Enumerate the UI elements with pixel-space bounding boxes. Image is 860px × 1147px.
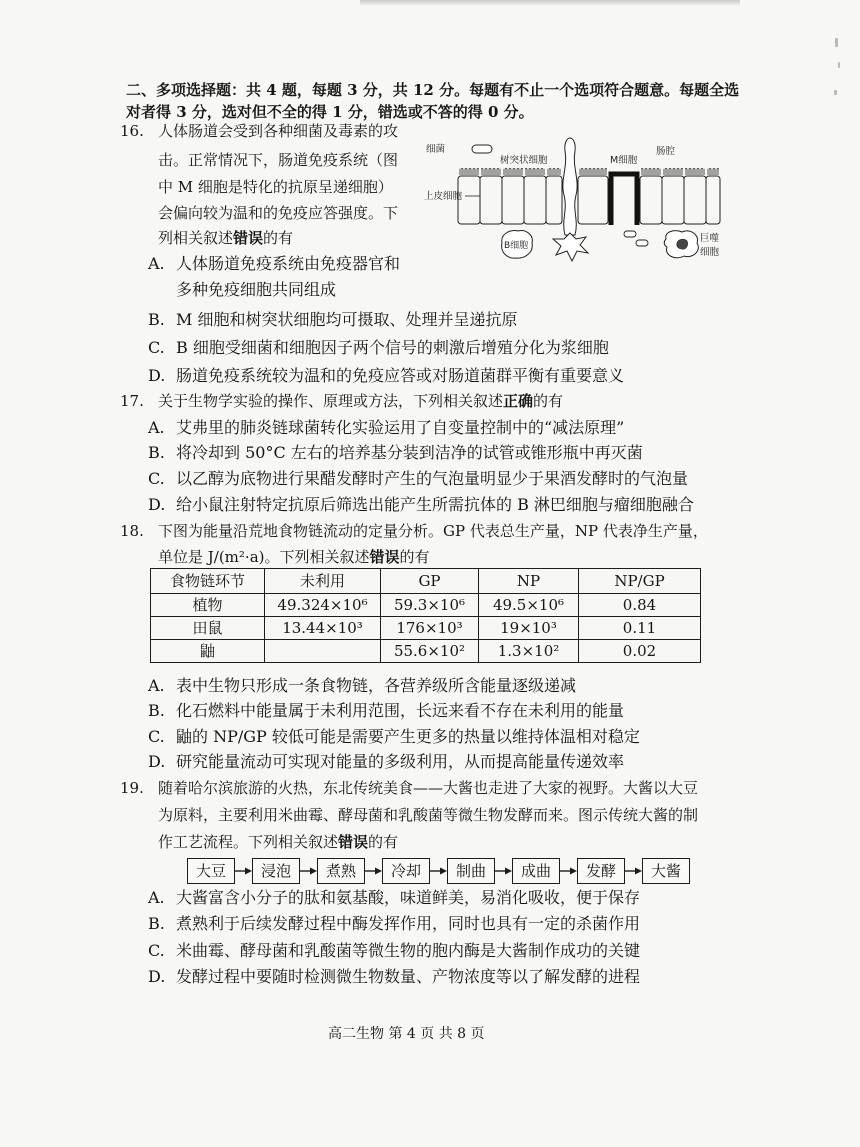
stem-text: 的有 <box>399 548 430 566</box>
q18-option-d <box>148 752 624 772</box>
q16-stem-line-2: 击。正常情况下，肠道免疫系统（图 <box>158 151 399 169</box>
option-letter: B. <box>148 701 165 720</box>
stem-emphasis: 错误 <box>338 833 369 851</box>
flow-arrow-icon <box>560 866 577 876</box>
table-row <box>151 594 701 617</box>
q19-option-b <box>148 914 640 934</box>
flow-step: 大豆 <box>187 858 235 884</box>
stem-text: 列相关叙述 <box>158 229 234 247</box>
option-text: 鼬的 NP/GP 较低可能是需要产生更多的热量以维持体温相对稳定 <box>176 727 640 746</box>
q18-stem-line-2 <box>158 547 430 567</box>
m-cell-label: M细胞 <box>610 155 638 166</box>
table-cell: 55.6×10² <box>381 640 479 663</box>
flow-arrow-icon <box>625 866 642 876</box>
epithelial-cell <box>524 176 546 224</box>
q18-number: 18. <box>120 522 144 540</box>
flow-step: 大酱 <box>642 858 690 884</box>
option-letter: A. <box>148 254 165 273</box>
energy-flow-table <box>150 568 701 663</box>
macrophage-label-line-1: 巨噬 <box>700 233 720 244</box>
epithelial-cell <box>578 176 608 224</box>
table-cell: 0.11 <box>579 617 701 640</box>
macrophage-nucleus <box>677 239 688 249</box>
microvilli <box>459 168 719 176</box>
bacterium-icon <box>636 240 648 246</box>
q16-option-b <box>148 310 517 330</box>
flow-step: 煮熟 <box>317 858 365 884</box>
option-letter: C. <box>148 338 165 357</box>
q17-number: 17. <box>120 392 144 410</box>
option-letter: B. <box>148 443 165 462</box>
table-cell: 鼬 <box>151 640 265 663</box>
q19-number: 19. <box>120 779 144 797</box>
q19-stem-line-2: 为原料，主要利用米曲霉、酵母菌和乳酸菌等微生物发酵而来。图示传统大酱的制 <box>158 806 699 824</box>
option-letter: D. <box>148 967 166 986</box>
epithelial-cell <box>640 176 662 224</box>
flow-step: 发酵 <box>577 858 625 884</box>
q16-number: 16. <box>120 122 144 140</box>
soybean-paste-process-flow <box>187 858 690 884</box>
table-cell <box>265 640 381 663</box>
option-letter: D. <box>148 752 166 771</box>
epithelial-cell <box>546 176 562 224</box>
q17-stem <box>158 391 563 411</box>
table-cell: 176×10³ <box>381 617 479 640</box>
option-letter: B. <box>148 310 165 329</box>
table-cell: 49.5×10⁶ <box>479 594 579 617</box>
epithelial-cell <box>684 176 706 224</box>
option-letter: A. <box>148 418 165 437</box>
scan-speck <box>834 90 837 95</box>
microvilli-strip <box>547 168 561 176</box>
option-text: 给小鼠注射特定抗原后筛选出能产生所需抗体的 B 淋巴细胞与瘤细胞融合 <box>176 495 694 514</box>
flow-arrow-icon <box>495 866 512 876</box>
option-text: 艾弗里的肺炎链球菌转化实验运用了自变量控制中的“减法原理” <box>176 418 625 437</box>
flow-arrow-icon <box>300 866 317 876</box>
stem-emphasis: 错误 <box>369 548 400 566</box>
table-header-cell: NP/GP <box>579 569 701 594</box>
epithelial-cell <box>480 176 502 224</box>
epithelial-cell-label: 上皮细胞 <box>424 191 463 202</box>
option-text: 将冷却到 50°C 左右的培养基分装到洁净的试管或锥形瓶中再灭菌 <box>176 443 643 462</box>
table-cell: 59.3×10⁶ <box>381 594 479 617</box>
option-text: 化石燃料中能量属于未利用范围，长远来看不存在未利用的能量 <box>176 701 625 720</box>
section-header-line-2: 对者得 3 分，选对但不全的得 1 分，错选或不答的得 0 分。 <box>126 103 534 121</box>
q16-stem-line-5 <box>158 228 293 248</box>
intestinal-immune-diagram <box>420 135 722 265</box>
option-letter: A. <box>148 676 165 695</box>
q18-option-b <box>148 701 624 721</box>
q16-stem-line-1: 人体肠道会受到各种细菌及毒素的攻 <box>158 122 399 140</box>
epithelial-cell <box>706 176 720 224</box>
q17-option-c <box>148 469 688 489</box>
q19-option-d <box>148 967 640 987</box>
option-letter: B. <box>148 914 165 933</box>
epithelial-cell <box>662 176 684 224</box>
q17-option-b <box>148 443 643 463</box>
stem-text: 的有 <box>263 229 294 247</box>
table-row <box>151 640 701 663</box>
table-cell: 19×10³ <box>479 617 579 640</box>
scan-speck <box>838 62 840 68</box>
dendritic-cell-label: 树突状细胞 <box>500 155 548 166</box>
option-letter: C. <box>148 727 165 746</box>
q19-option-a <box>148 888 640 908</box>
table-header-cell: NP <box>479 569 579 594</box>
flow-arrow-icon <box>365 866 382 876</box>
option-text: 以乙醇为底物进行果醋发酵时产生的气泡量明显少于果酒发酵时的气泡量 <box>176 469 689 488</box>
bacterium-icon <box>472 145 492 153</box>
table-cell: 13.44×10³ <box>265 617 381 640</box>
m-cell-shape <box>611 174 637 225</box>
section-header-line-1: 二、多项选择题：共 4 题，每题 3 分，共 12 分。每题有不止一个选项符合题意。每题全选 <box>126 81 740 99</box>
epithelial-cells <box>458 176 720 224</box>
q16-stem-line-3: 中 M 细胞是特化的抗原呈递细胞） <box>158 178 393 196</box>
q18-option-a <box>148 676 576 696</box>
q16-option-a <box>148 254 400 274</box>
microvilli-strip <box>663 168 683 176</box>
microvilli-strip <box>579 168 607 176</box>
option-text: 米曲霉、酵母菌和乳酸菌等微生物的胞内酶是大酱制作成功的关键 <box>176 941 641 960</box>
option-text: 发酵过程中要随时检测微生物数量、产物浓度等以了解发酵的进程 <box>176 967 641 986</box>
q16-option-a-continued <box>176 280 336 300</box>
flow-step: 冷却 <box>382 858 430 884</box>
microvilli-strip <box>459 168 479 176</box>
microvilli-strip <box>503 168 523 176</box>
option-text: 肠道免疫系统较为温和的免疫应答或对肠道菌群平衡有重要意义 <box>176 366 625 385</box>
stem-emphasis: 正确 <box>503 392 534 410</box>
microvilli-strip <box>525 168 545 176</box>
macrophage-label-line-2: 细胞 <box>700 247 720 258</box>
flow-arrow-icon <box>430 866 447 876</box>
table-cell: 0.84 <box>579 594 701 617</box>
q18-option-c <box>148 727 640 747</box>
bacteria-label: 细菌 <box>426 144 446 155</box>
flow-step: 成曲 <box>512 858 560 884</box>
flow-step: 制曲 <box>447 858 495 884</box>
table-cell: 植物 <box>151 594 265 617</box>
option-letter: C. <box>148 469 165 488</box>
stem-text: 的有 <box>533 392 564 410</box>
option-letter: D. <box>148 366 166 385</box>
option-text: 表中生物只形成一条食物链，各营养级所含能量逐级递减 <box>176 676 577 695</box>
stem-text: 的有 <box>368 833 399 851</box>
dendritic-cell-body <box>553 233 588 261</box>
q19-option-c <box>148 941 640 961</box>
page-footer: 高二生物 第 4 页 共 8 页 <box>328 1026 485 1042</box>
table-cell: 田鼠 <box>151 617 265 640</box>
table-row <box>151 617 701 640</box>
q17-option-a <box>148 418 624 438</box>
table-cell: 49.324×10⁶ <box>265 594 381 617</box>
bacterium-icon <box>624 231 636 237</box>
option-text: 煮熟利于后续发酵过程中酶发挥作用，同时也具有一定的杀菌作用 <box>176 914 641 933</box>
option-letter: D. <box>148 495 166 514</box>
table-cell: 1.3×10² <box>479 640 579 663</box>
dendritic-cell-process <box>563 138 577 235</box>
microvilli-strip <box>685 168 705 176</box>
microvilli-strip <box>707 168 719 176</box>
option-text: M 细胞和树突状细胞均可摄取、处理并呈递抗原 <box>176 310 518 329</box>
table-header-cell: 食物链环节 <box>151 569 265 594</box>
q17-option-d <box>148 495 694 515</box>
lumen-label: 肠腔 <box>656 146 676 157</box>
flow-arrow-icon <box>235 866 252 876</box>
scan-speck <box>835 38 838 47</box>
option-text: 人体肠道免疫系统由免疫器官和 <box>176 254 401 273</box>
microvilli-strip <box>481 168 501 176</box>
q18-stem-line-1: 下图为能量沿荒地食物链流动的定量分析。GP 代表总生产量，NP 代表净生产量， <box>158 522 708 540</box>
option-letter: A. <box>148 888 165 907</box>
option-letter: C. <box>148 941 165 960</box>
table-header-cell: GP <box>381 569 479 594</box>
q19-stem-line-1: 随着哈尔滨旅游的火热，东北传统美食——大酱也走进了大家的视野。大酱以大豆 <box>158 779 699 797</box>
stem-text: 作工艺流程。下列相关叙述 <box>158 833 339 851</box>
option-text: 多种免疫细胞共同组成 <box>176 280 337 299</box>
option-text: B 细胞受细菌和细胞因子两个信号的刺激后增殖分化为浆细胞 <box>176 338 609 357</box>
stem-text: 关于生物学实验的操作、原理或方法，下列相关叙述 <box>158 392 504 410</box>
q16-option-d <box>148 366 624 386</box>
option-text: 大酱富含小分子的肽和氨基酸，味道鲜美，易消化吸收，便于保存 <box>176 888 641 907</box>
stem-text: 单位是 J/(m²·a)。下列相关叙述 <box>158 548 370 566</box>
b-cell-label: B细胞 <box>504 241 529 251</box>
table-cell: 0.02 <box>579 640 701 663</box>
q16-stem-line-4: 会偏向较为温和的免疫应答强度。下 <box>158 204 399 222</box>
table-header-row <box>151 569 701 594</box>
option-text: 研究能量流动可实现对能量的多级利用，从而提高能量传递效率 <box>176 752 625 771</box>
microvilli-strip <box>641 168 661 176</box>
flow-step: 浸泡 <box>252 858 300 884</box>
epithelial-cell <box>502 176 524 224</box>
q19-stem-line-3 <box>158 832 398 852</box>
table-header-cell: 未利用 <box>265 569 381 594</box>
scan-edge-shadow <box>360 0 740 6</box>
stem-emphasis: 错误 <box>233 229 264 247</box>
q16-option-c <box>148 338 609 358</box>
